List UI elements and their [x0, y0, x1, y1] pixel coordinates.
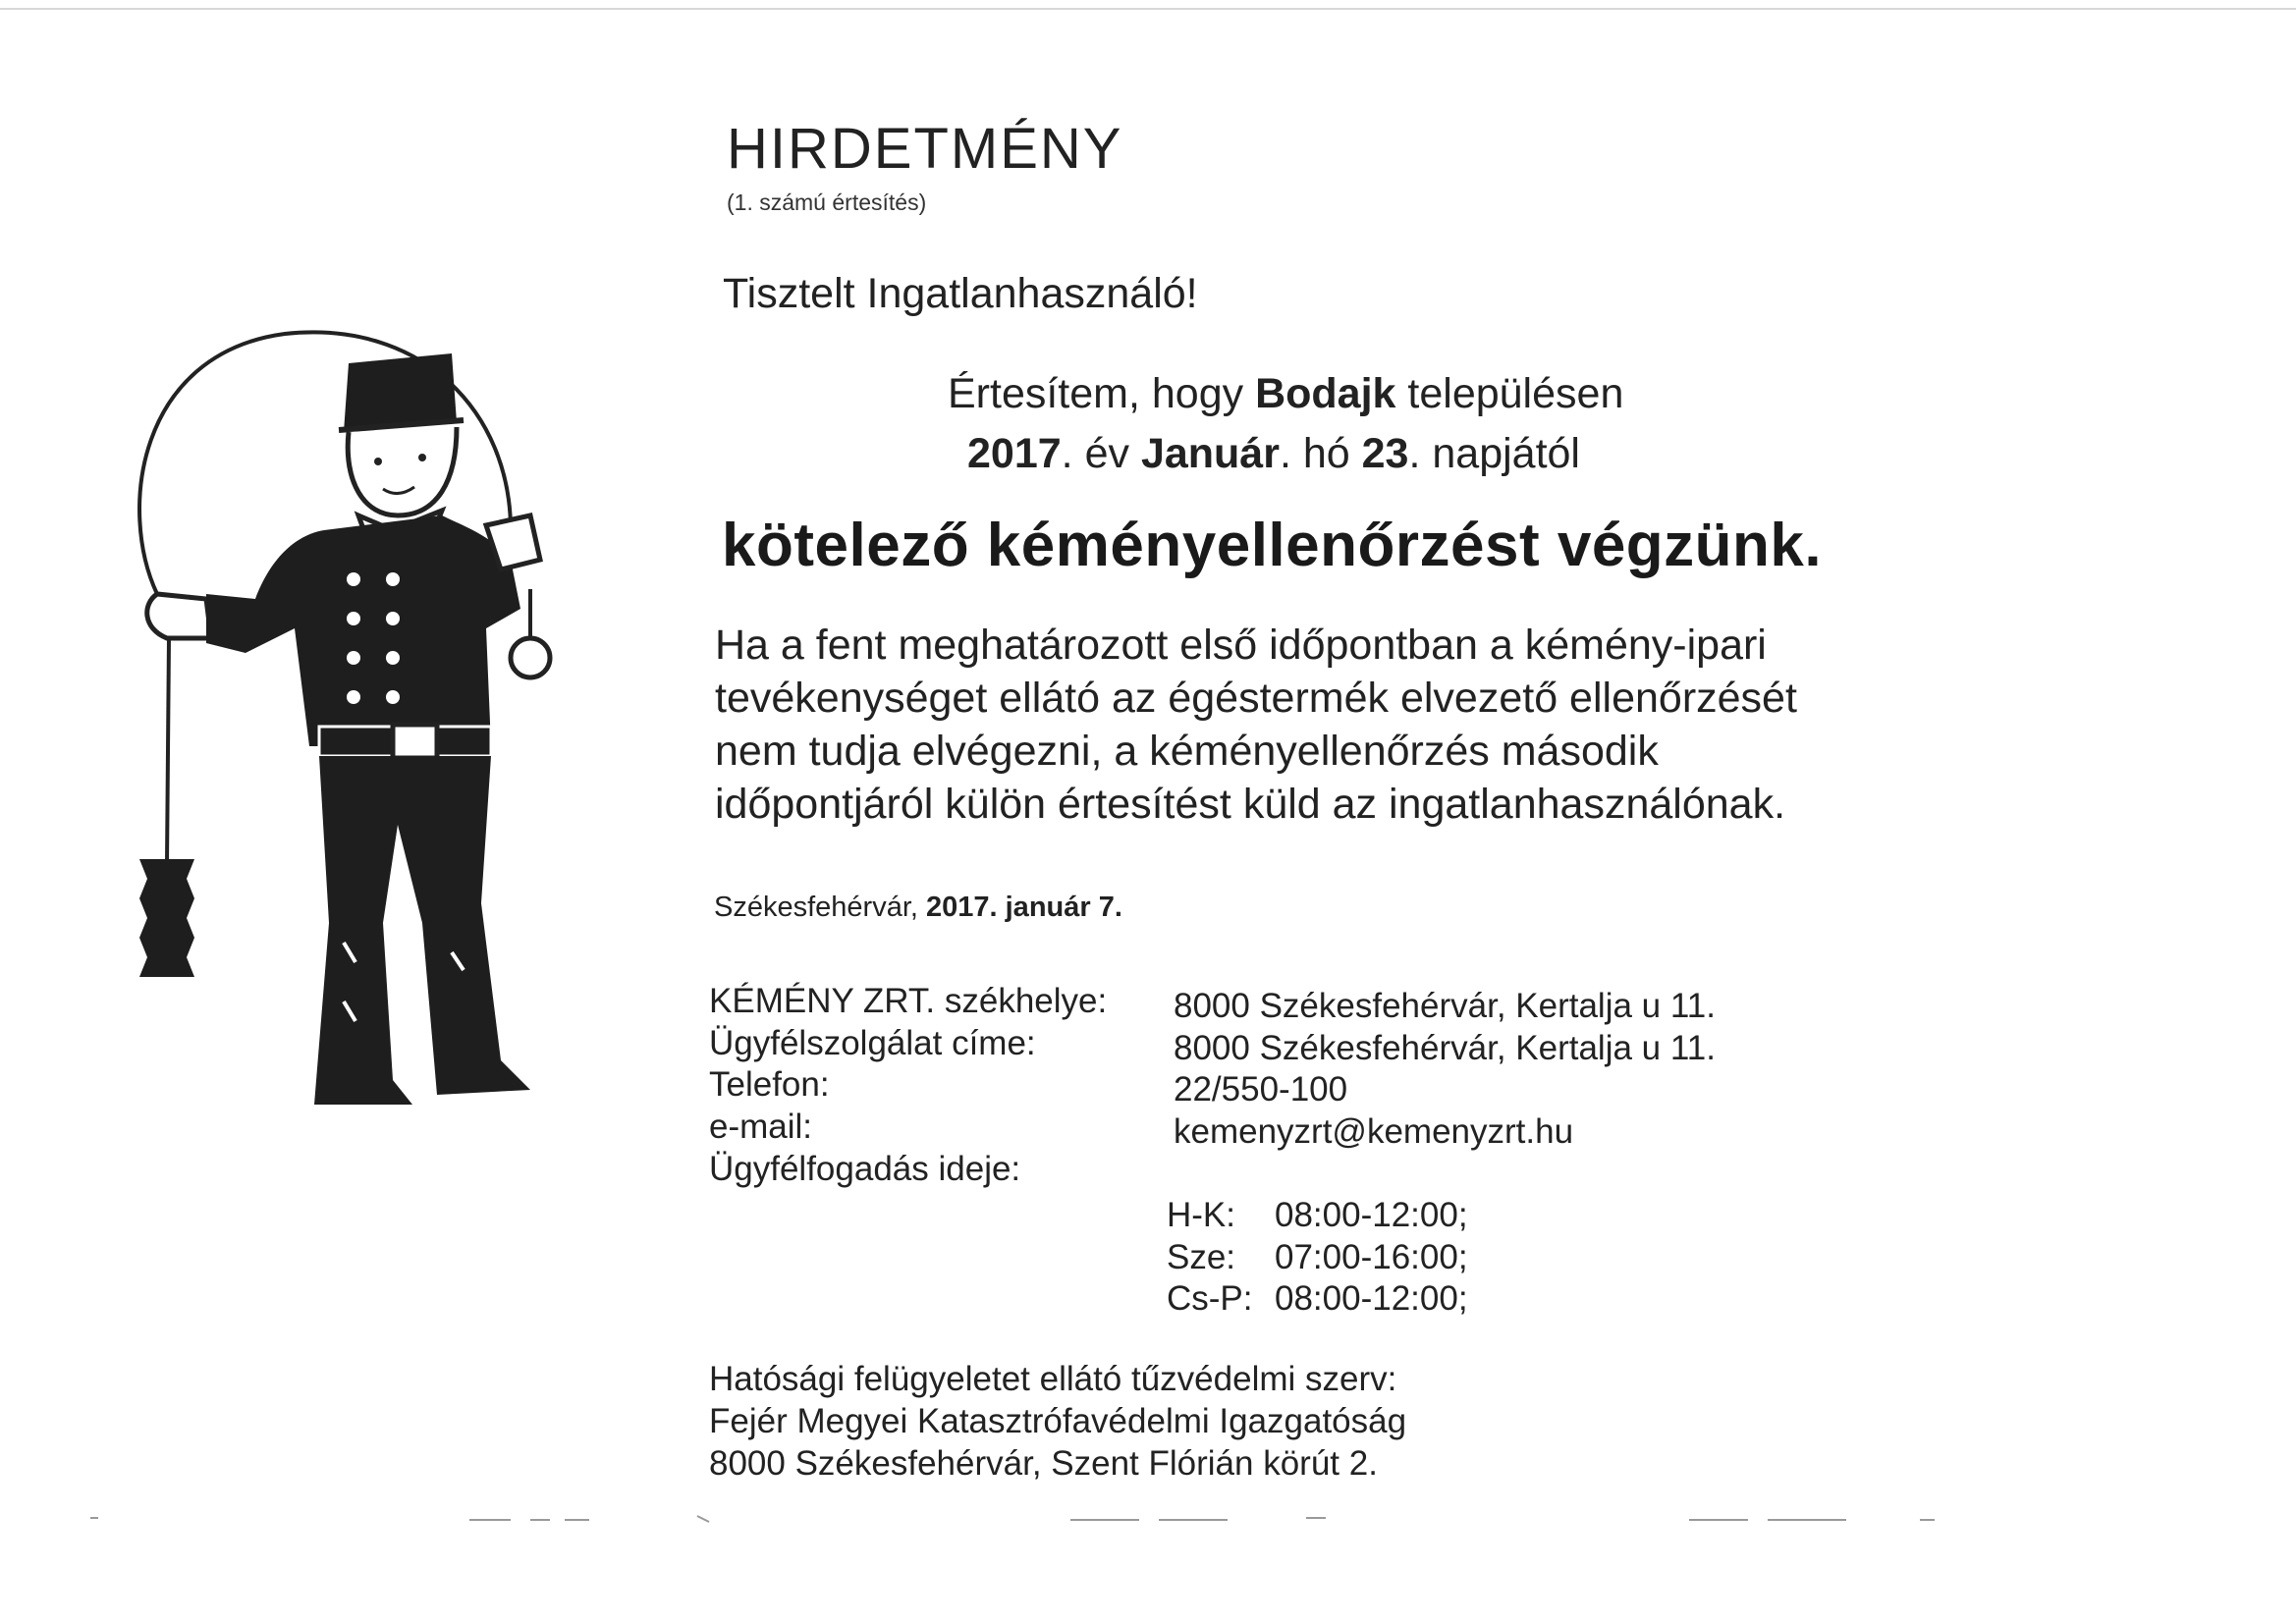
start-year: 2017 [967, 430, 1062, 477]
hours-label: Ügyfélfogadás ideje: [709, 1150, 1021, 1188]
notify-suffix: településen [1395, 370, 1624, 417]
email-value: kemenyzrt@kemenyzrt.hu [1174, 1112, 1574, 1151]
signed-date: 2017. január 7. [926, 892, 1122, 923]
month-word: . hó [1279, 430, 1362, 477]
hq-value: 8000 Székesfehérvár, Kertalja u 11. [1174, 987, 1716, 1025]
notify-line [948, 370, 1623, 418]
notice-subtitle: (1. számú értesítés) [727, 189, 927, 215]
start-date-line [967, 430, 1580, 478]
scan-specks [0, 1512, 2296, 1526]
phone-value: 22/550-100 [1174, 1070, 1348, 1109]
hours-day: Sze: [1167, 1238, 1236, 1276]
notify-prefix: Értesítem, hogy [948, 370, 1256, 417]
start-month: Január [1140, 430, 1280, 477]
body-line: időpontjáról külön értesítést küld az ingatlanhasználónak. [715, 781, 1786, 828]
body-line: tevékenységet ellátó az égéstermék elvezető ellenőrzését [715, 675, 1797, 722]
year-word: . év [1061, 430, 1141, 477]
email-label: e-mail: [709, 1108, 813, 1146]
body-line: nem tudja elvégezni, a kéményellenőrzés második [715, 728, 1659, 775]
phone-label: Telefon: [709, 1065, 830, 1104]
body-paragraph [715, 619, 1797, 831]
chimney-sweep-icon [98, 314, 609, 1198]
hours-day: Cs-P: [1167, 1279, 1253, 1318]
place-date [714, 892, 1122, 924]
service-value: 8000 Székesfehérvár, Kertalja u 11. [1174, 1029, 1716, 1067]
hours-time: 08:00-12:00; [1275, 1196, 1468, 1234]
start-day: 23 [1361, 430, 1409, 477]
place: Székesfehérvár, [714, 892, 926, 923]
hq-label: KÉMÉNY ZRT. székhelye: [709, 982, 1108, 1020]
hours-time: 07:00-16:00; [1275, 1238, 1468, 1276]
notice-title: HIRDETMÉNY [727, 117, 1123, 181]
headline: kötelező kéményellenőrzést végzünk. [722, 512, 1823, 579]
body-line: Ha a fent meghatározott első időpontban a kémény-ipari [715, 622, 1767, 669]
authority-line: 8000 Székesfehérvár, Szent Flórián körút 2. [709, 1444, 1378, 1483]
town-name: Bodajk [1255, 370, 1396, 417]
hours-time: 08:00-12:00; [1275, 1279, 1468, 1318]
authority-line: Fejér Megyei Katasztrófavédelmi Igazgatóság [709, 1402, 1407, 1440]
authority-line: Hatósági felügyeletet ellátó tűzvédelmi szerv: [709, 1360, 1397, 1398]
greeting: Tisztelt Ingatlanhasználó! [723, 270, 1198, 317]
hours-day: H-K: [1167, 1196, 1235, 1234]
scan-edge-line [0, 8, 2296, 10]
service-label: Ügyfélszolgálat címe: [709, 1024, 1036, 1062]
day-word: . napjától [1408, 430, 1580, 477]
